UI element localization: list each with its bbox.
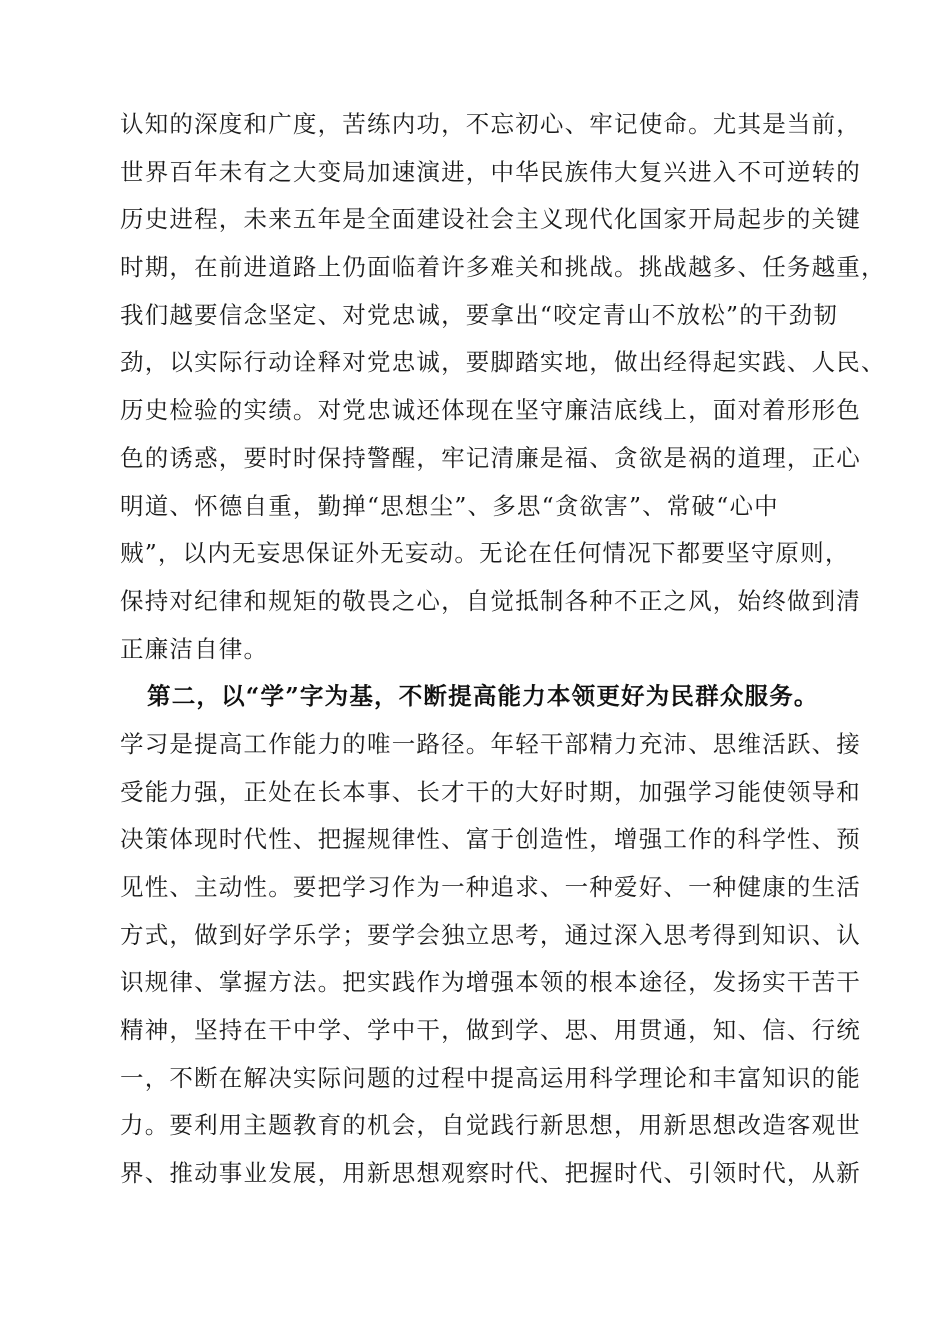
- paragraph-1-line: 正廉洁自律。: [120, 634, 269, 663]
- paragraph-2-line: 方式，做到好学乐学；要学会独立思考，通过深入思考得到知识、认: [120, 920, 861, 949]
- paragraph-2-line: 一，不断在解决实际问题的过程中提高运用科学理论和丰富知识的能: [120, 1063, 861, 1092]
- paragraph-2-line: 识规律、掌握方法。把实践作为增强本领的根本途径，发扬实干苦干: [120, 968, 861, 997]
- paragraph-1-line: 色的诱惑，要时时保持警醒，牢记清廉是福、贪欲是祸的道理，正心: [120, 443, 861, 472]
- paragraph-1-line: 历史检验的实绩。对党忠诚还体现在坚守廉洁底线上，面对着形形色: [120, 396, 861, 425]
- paragraph-1-line: 劲，以实际行动诠释对党忠诚，要脚踏实地，做出经得起实践、人民、: [120, 348, 886, 377]
- paragraph-1-line: 保持对纪律和规矩的敬畏之心，自觉抵制各种不正之风，始终做到清: [120, 586, 861, 615]
- document-body: [120, 101, 886, 1198]
- paragraph-1-line: 历史进程，未来五年是全面建设社会主义现代化国家开局起步的关键: [120, 205, 861, 234]
- paragraph-1-line: 我们越要信念坚定、对党忠诚，要拿出“咬定青山不放松”的干劲韧: [120, 300, 839, 329]
- paragraph-1-line: 时期，在前进道路上仍面临着许多难关和挑战。挑战越多、任务越重，: [120, 253, 886, 282]
- paragraph-2-line: 精神，坚持在干中学、学中干，做到学、思、用贯通，知、信、行统: [120, 1016, 861, 1045]
- paragraph-2-line: 界、推动事业发展，用新思想观察时代、把握时代、引领时代，从新: [120, 1159, 861, 1188]
- section-heading: 第二，以“学”字为基，不断提高能力本领更好为民群众服务。: [147, 682, 819, 711]
- paragraph-1-line: 明道、怀德自重，勤掸“思想尘”、多思“贪欲害”、常破“心中: [120, 491, 779, 520]
- paragraph-2-line: 力。要利用主题教育的机会，自觉践行新思想，用新思想改造客观世: [120, 1111, 861, 1140]
- paragraph-2-line: 见性、主动性。要把学习作为一种追求、一种爱好、一种健康的生活: [120, 873, 861, 901]
- paragraph-1-line: 认知的深度和广度，苦练内功，不忘初心、牢记使命。尤其是当前，: [120, 110, 861, 138]
- paragraph-1-line: 贼”，以内无妄思保证外无妄动。无论在任何情况下都要坚守原则，: [120, 539, 850, 568]
- paragraph-2-line: 决策体现时代性、把握规律性、富于创造性，增强工作的科学性、预: [120, 825, 861, 854]
- paragraph-2-line: 受能力强，正处在长本事、长才干的大好时期，加强学习能使领导和: [120, 777, 861, 806]
- paragraph-2-line: 学习是提高工作能力的唯一路径。年轻干部精力充沛、思维活跃、接: [120, 729, 861, 758]
- paragraph-1-line: 世界百年未有之大变局加速演进，中华民族伟大复兴进入不可逆转的: [120, 157, 861, 186]
